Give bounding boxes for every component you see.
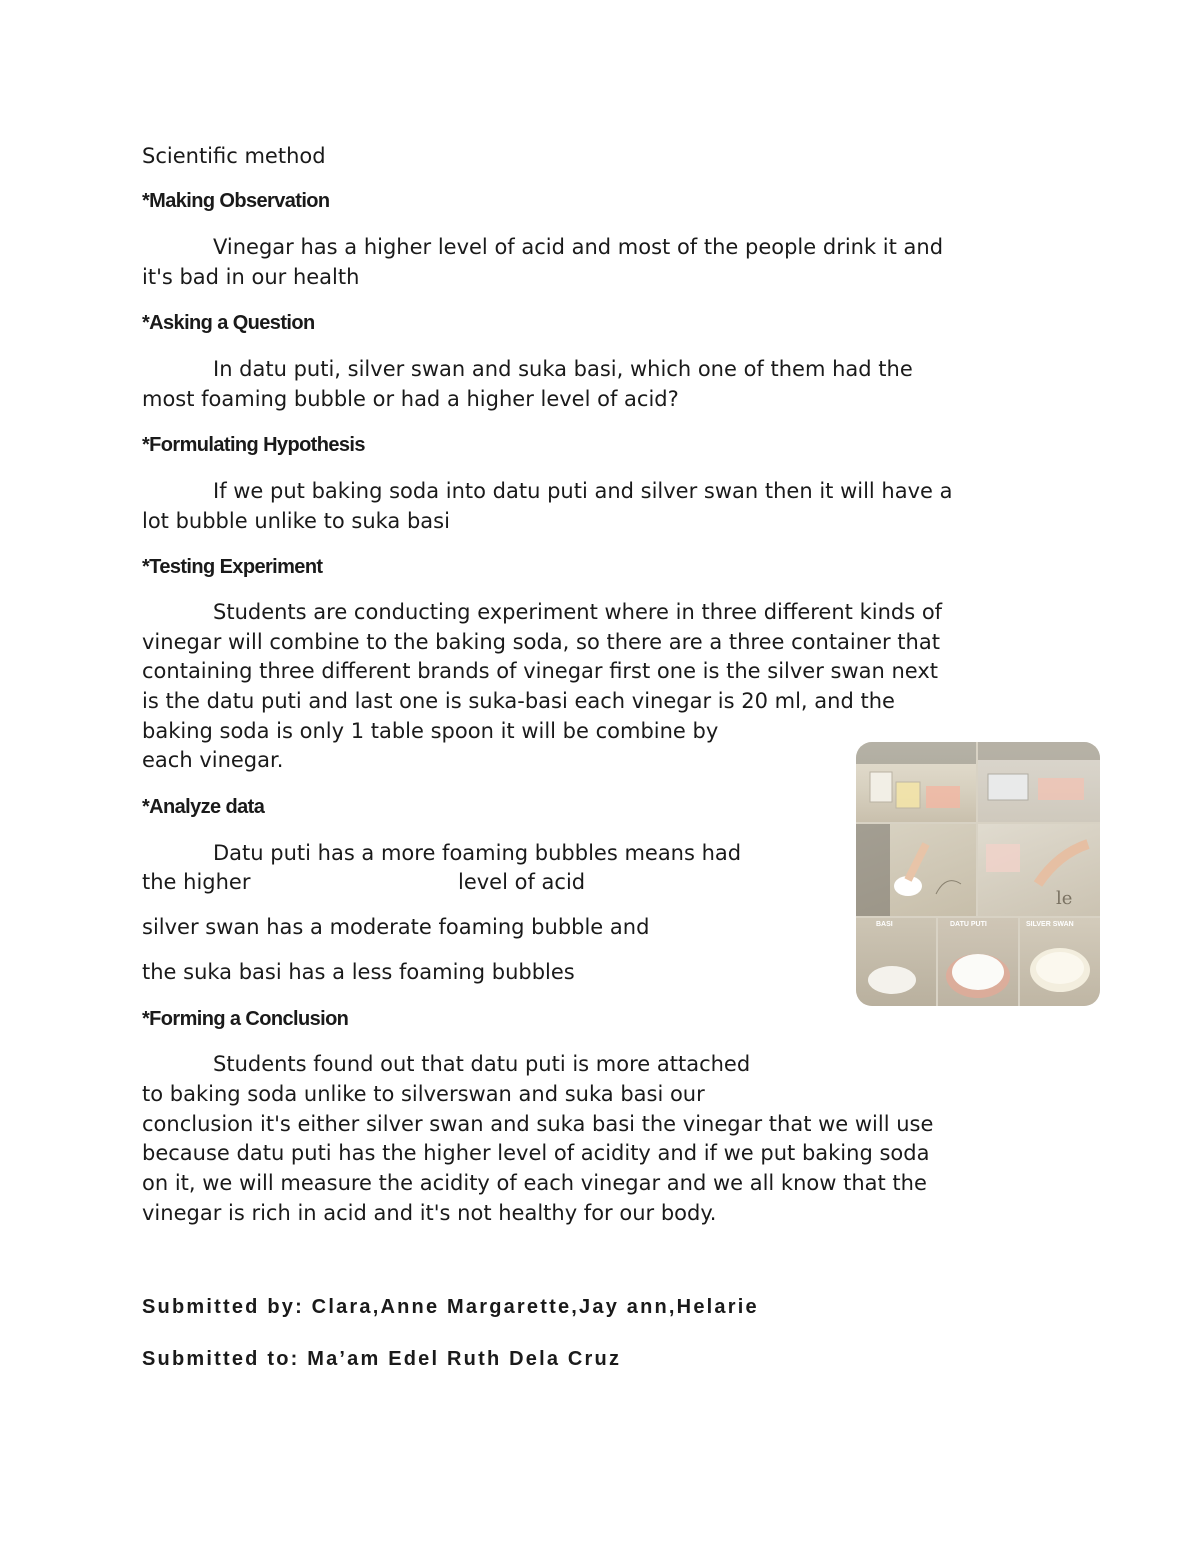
photo-label-datu-puti: DATU PUTI: [950, 921, 987, 928]
svg-text:le: le: [1056, 888, 1073, 909]
conclusion-line-1: Students found out that datu puti is more attached: [213, 1052, 751, 1076]
conclusion-line-6: vinegar is rich in acid and it's not healthy for our body.: [142, 1201, 717, 1225]
experiment-line-6: each vinegar.: [142, 748, 284, 772]
photo-hand-spoon: [978, 824, 1100, 916]
question-line-1: In datu puti, silver swan and suka basi, which one of them had the: [213, 357, 913, 381]
experiment-photo-collage: [856, 742, 1100, 1006]
conclusion-line-3: conclusion it's either silver swan and suka basi the vinegar that we will use: [142, 1112, 934, 1136]
experiment-line-5: baking soda is only 1 table spoon it will be combine by: [142, 719, 719, 743]
photo-label-silver-swan: SILVER SWAN: [1026, 921, 1074, 928]
photo-silver-swan-result: [1020, 918, 1100, 1006]
experiment-line-4: is the datu puti and last one is suka-basi each vinegar is 20 ml, and the: [142, 689, 895, 713]
submitted-to: Submitted to: Ma’am Edel Ruth Dela Cruz: [142, 1348, 622, 1370]
heading-testing-experiment: *Testing Experiment: [142, 556, 323, 578]
question-line-2: most foaming bubble or had a higher level of acid?: [142, 387, 679, 411]
photo-cups-pouring: [856, 742, 976, 822]
conclusion-line-5: on it, we will measure the acidity of each vinegar and we all know that the: [142, 1171, 927, 1195]
submitted-by: Submitted by: Clara,Anne Margarette,Jay ann,Helarie: [142, 1296, 759, 1318]
photo-spoon-baking-soda: [856, 824, 976, 916]
observation-line-1: Vinegar has a higher level of acid and most of the people drink it and: [213, 235, 944, 259]
experiment-line-3: containing three different brands of vinegar first one is the silver swan next: [142, 659, 939, 683]
photo-datu-puti-result: [938, 918, 1018, 1006]
heading-analyze-data: *Analyze data: [142, 796, 265, 818]
heading-forming-conclusion: *Forming a Conclusion: [142, 1008, 349, 1030]
document-title: Scientific method: [142, 144, 326, 168]
experiment-line-2: vinegar will combine to the baking soda, so there are a three container that: [142, 630, 940, 654]
photo-basi-result: [856, 918, 936, 1006]
conclusion-line-2: to baking soda unlike to silverswan and suka basi our: [142, 1082, 705, 1106]
photo-cups-table: [978, 742, 1100, 822]
analyze-line-1: Datu puti has a more foaming bubbles means had: [213, 841, 742, 865]
experiment-line-1: Students are conducting experiment where in three different kinds of: [213, 600, 943, 624]
analyze-line-3: silver swan has a moderate foaming bubble and: [142, 915, 650, 939]
hypothesis-line-1: If we put baking soda into datu puti and silver swan then it will have a: [213, 479, 953, 503]
heading-making-observation: *Making Observation: [142, 190, 330, 212]
heading-formulating-hypothesis: *Formulating Hypothesis: [142, 434, 365, 456]
observation-line-2: it's bad in our health: [142, 265, 360, 289]
analyze-line-4: the suka basi has a less foaming bubbles: [142, 960, 575, 984]
heading-asking-question: *Asking a Question: [142, 312, 315, 334]
analyze-line-2b: level of acid: [458, 870, 586, 894]
conclusion-line-4: because datu puti has the higher level of acidity and if we put baking soda: [142, 1141, 930, 1165]
analyze-line-2a: the higher: [142, 870, 251, 894]
photo-label-basi: BASI: [876, 921, 893, 928]
hypothesis-line-2: lot bubble unlike to suka basi: [142, 509, 450, 533]
